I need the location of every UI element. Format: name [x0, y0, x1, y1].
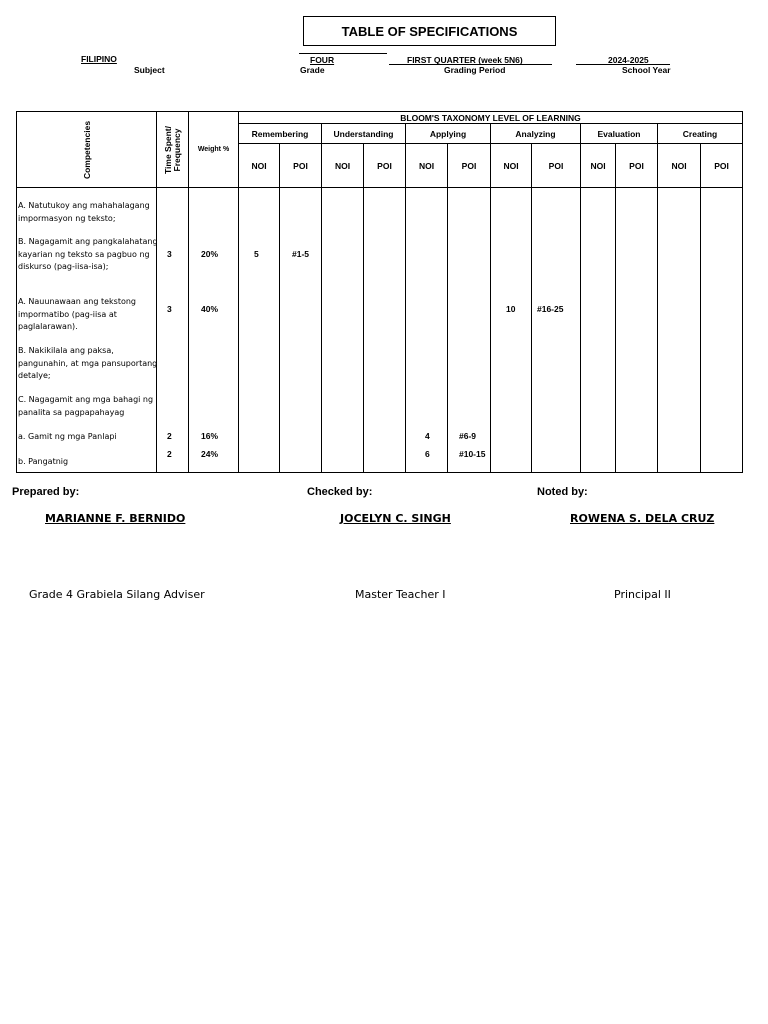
time-spent-cell: [157, 188, 189, 473]
applying-poi-cell: [448, 188, 491, 473]
level-remembering: Remembering: [239, 124, 322, 144]
analyzing-noi-cell: [491, 188, 532, 473]
grading-period-label: Grading Period: [444, 65, 506, 75]
prepared-by-label: Prepared by:: [12, 486, 80, 498]
competency-item: B. Nagagamit ang pangkalahatang kayarian ng teksto sa pagbuo ng diskurso (pag-iisa-isa);: [18, 237, 158, 271]
understanding-noi-cell: [322, 188, 364, 473]
noi-value: 5: [254, 249, 259, 259]
prepared-by-name: MARIANNE F. BERNIDO: [45, 512, 186, 525]
competency-item: a. Gamit ng mga Panlapi: [18, 432, 117, 441]
time-value: 3: [167, 249, 172, 259]
poi-value: #16-25: [537, 304, 564, 314]
poi-header: POI: [364, 144, 406, 188]
poi-value: #10-15: [459, 449, 486, 459]
competency-item: b. Pangatnig: [18, 457, 69, 466]
checked-by-position: Master Teacher I: [355, 588, 446, 601]
noi-header: NOI: [658, 144, 701, 188]
competencies-header: [17, 112, 157, 188]
time-value: 2: [167, 431, 172, 441]
specifications-table: [16, 111, 743, 473]
poi-value: #1-5: [292, 249, 310, 259]
competencies-header-text: Competencies: [81, 120, 92, 179]
weight-cell: [189, 188, 239, 473]
competency-item: C. Nagagamit ang mga bahagi ng panalita sa pagpapahayag: [18, 395, 154, 417]
prepared-by-position: Grade 4 Grabiela Silang Adviser: [29, 588, 205, 601]
noi-header: NOI: [239, 144, 280, 188]
noi-value: 6: [425, 449, 430, 459]
noi-value: 4: [425, 431, 430, 441]
subject-label: Subject: [134, 65, 165, 75]
noi-value: 10: [506, 304, 516, 314]
competencies-cell: [17, 188, 157, 473]
grading-period-value: FIRST QUARTER (week 5N6): [407, 55, 523, 65]
level-evaluation: Evaluation: [581, 124, 658, 144]
checked-by-label: Checked by:: [307, 486, 373, 498]
noi-header: NOI: [491, 144, 532, 188]
time-value: 3: [167, 304, 172, 314]
subject-value: FILIPINO: [81, 54, 117, 64]
time-spent-header: [157, 112, 189, 188]
competency-item: B. Nakikilala ang paksa, pangunahin, at mga pansuportang detalye;: [18, 346, 158, 380]
weight-value: 20%: [201, 249, 219, 259]
competency-item: A. Nauunawaan ang tekstong impormatibo (pag-iisa at paglalarawan).: [18, 297, 137, 331]
grade-label: Grade: [300, 65, 325, 75]
noi-header: NOI: [406, 144, 448, 188]
document-title: TABLE OF SPECIFICATIONS: [303, 16, 556, 46]
time-value: 2: [167, 449, 172, 459]
grade-value: FOUR: [310, 55, 335, 65]
poi-header: POI: [280, 144, 322, 188]
evaluation-poi-cell: [616, 188, 658, 473]
remembering-poi-cell: [280, 188, 322, 473]
level-analyzing: Analyzing: [491, 124, 581, 144]
weight-header: Weight %: [189, 112, 239, 188]
school-year-value: 2024-2025: [608, 55, 649, 65]
remembering-noi-cell: [239, 188, 280, 473]
level-understanding: Understanding: [322, 124, 406, 144]
noted-by-position: Principal II: [614, 588, 671, 601]
checked-by-name: JOCELYN C. SINGH: [340, 512, 451, 525]
bloom-taxonomy-header: BLOOM'S TAXONOMY LEVEL OF LEARNING: [239, 112, 743, 124]
level-creating: Creating: [658, 124, 743, 144]
poi-header: POI: [701, 144, 743, 188]
level-applying: Applying: [406, 124, 491, 144]
poi-header: POI: [448, 144, 491, 188]
noted-by-label: Noted by:: [537, 486, 588, 498]
noted-by-name: ROWENA S. DELA CRUZ: [570, 512, 715, 525]
applying-noi-cell: [406, 188, 448, 473]
evaluation-noi-cell: [581, 188, 616, 473]
noi-header: NOI: [322, 144, 364, 188]
creating-poi-cell: [701, 188, 743, 473]
analyzing-poi-cell: [532, 188, 581, 473]
creating-noi-cell: [658, 188, 701, 473]
competency-item: A. Natutukoy ang mahahalagang impormasyon ng teksto;: [18, 201, 150, 223]
time-spent-header-text: Time Spent/ Frequency: [162, 125, 182, 174]
weight-value: 16%: [201, 431, 219, 441]
understanding-poi-cell: [364, 188, 406, 473]
school-year-label: School Year: [622, 65, 671, 75]
weight-value: 24%: [201, 449, 219, 459]
poi-value: #6-9: [459, 431, 477, 441]
grade-rule: [299, 53, 387, 54]
noi-header: NOI: [581, 144, 616, 188]
poi-header: POI: [616, 144, 658, 188]
poi-header: POI: [532, 144, 581, 188]
weight-value: 40%: [201, 304, 219, 314]
